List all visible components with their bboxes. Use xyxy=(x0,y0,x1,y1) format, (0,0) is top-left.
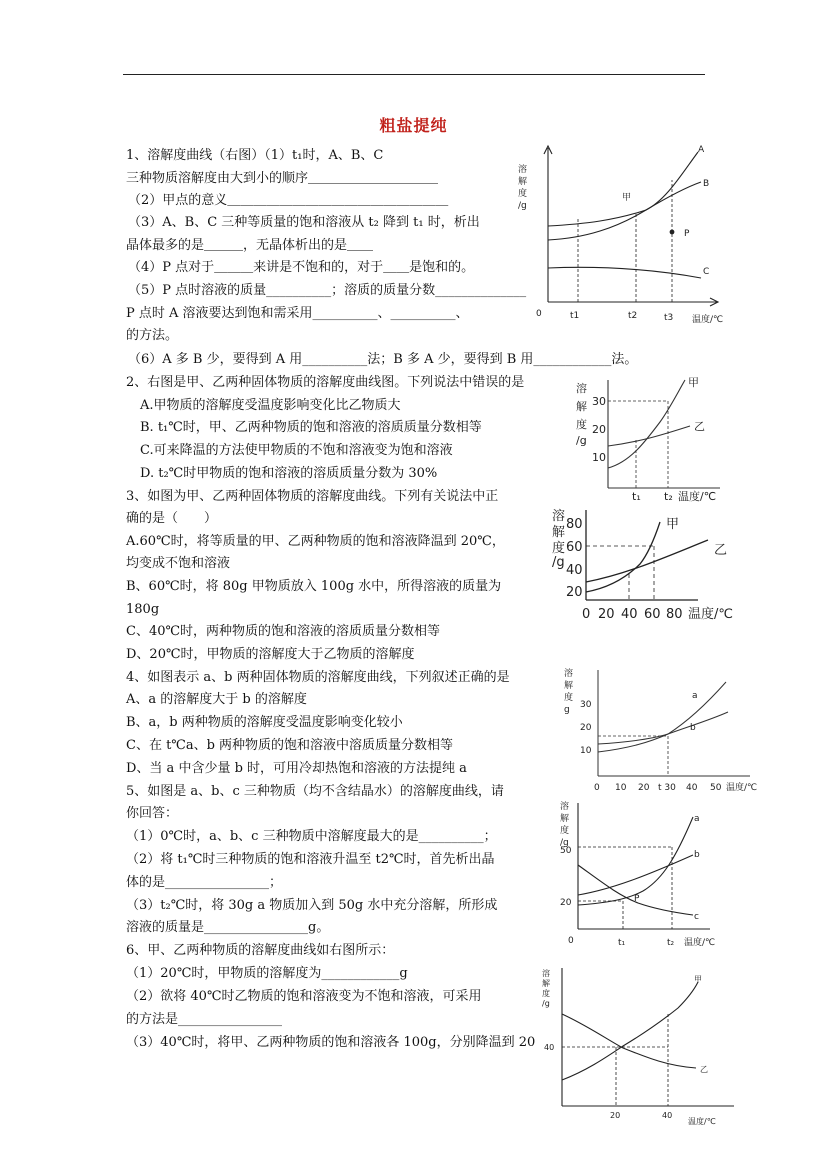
q3-option-d: D、20℃时，甲物质的溶解度大于乙物质的溶解度 xyxy=(126,647,415,662)
q1-line-9: 的方法。 xyxy=(126,328,179,343)
fig5-label-c: c xyxy=(694,912,699,922)
fig5-ylabel-3: 度 xyxy=(560,826,570,836)
q5-sub-1: （1）0℃时，a、b、c 三种物质中溶解度最大的是__________； xyxy=(126,829,497,844)
q2-option-d: D. t₂℃时甲物质的饱和溶液的溶质质量分数为 30% xyxy=(140,466,438,481)
q3-line-1: 3、如图为甲、乙两种固体物质的溶解度曲线。下列有关说法中正 xyxy=(126,489,499,504)
fig6-xtick-20: 20 xyxy=(610,1111,621,1120)
figure-4-solubility xyxy=(560,664,760,792)
q4-line-1: 4、如图表示 a、b 两种固体物质的溶解度曲线，下列叙述正确的是 xyxy=(126,670,510,685)
q4-option-c: C、在 t℃a、b 两种物质的饱和溶液中溶质质量分数相等 xyxy=(126,738,454,753)
fig3-curve-yi xyxy=(586,540,708,582)
fig5-ylabel-2: 解 xyxy=(560,814,570,824)
fig1-ylabel-4: /g xyxy=(518,201,527,211)
fig5-label-a: a xyxy=(694,814,700,824)
fig4-xtick-50: 50 xyxy=(710,783,722,793)
fig3-ylabel-1: 溶 xyxy=(552,509,566,524)
fig5-ytick-20: 20 xyxy=(560,898,572,908)
q4-option-a: A、a 的溶解度大于 b 的溶解度 xyxy=(126,692,307,707)
fig1-label-c: C xyxy=(703,267,710,277)
fig4-xtick-0: 0 xyxy=(594,783,600,793)
fig5-xtick-t1: t₁ xyxy=(618,938,626,948)
fig6-label-jia: 甲 xyxy=(694,975,702,984)
fig1-point-jia-label: 甲 xyxy=(622,193,632,203)
fig1-tick-t3: t3 xyxy=(664,313,674,323)
q2-line-1: 2、右图是甲、乙两种固体物质的溶解度曲线图。下列说法中错误的是 xyxy=(126,375,525,390)
fig2-curve-jia xyxy=(608,380,685,468)
fig3-label-jia: 甲 xyxy=(666,517,680,532)
fig2-label-yi: 乙 xyxy=(694,420,705,433)
fig4-xtick-40: 40 xyxy=(686,783,698,793)
fig3-curve-jia xyxy=(586,522,660,592)
q2-option-c: C.可来降温的方法使甲物质的不饱和溶液变为饱和溶液 xyxy=(140,443,453,458)
fig2-xlabel: 温度/℃ xyxy=(678,490,717,503)
q5-line-1: 5、如图是 a、b、c 三种物质（均不含结晶水）的溶解度曲线，请 xyxy=(126,784,504,799)
fig3-xtick-20: 20 xyxy=(598,607,615,622)
fig1-label-a: A xyxy=(698,145,705,155)
figure-5-solubility xyxy=(548,795,723,955)
fig5-xtick-0: 0 xyxy=(568,936,574,946)
q3-option-a-cont: 均变成不饱和溶液 xyxy=(126,556,231,571)
fig1-label-b: B xyxy=(703,179,710,189)
fig5-ylabel-1: 溶 xyxy=(560,802,570,812)
fig4-curve-a xyxy=(598,682,726,752)
q1-line-5: 晶体最多的是＿＿＿，无晶体析出的是＿＿ xyxy=(126,238,374,253)
fig5-xtick-t2: t₂ xyxy=(667,938,675,948)
fig6-curve-yi xyxy=(562,1014,696,1068)
fig3-xtick-60: 60 xyxy=(644,607,661,622)
fig2-xtick-t2: t₂ xyxy=(664,490,673,503)
header-rule xyxy=(123,74,705,75)
fig3-ylabel-2: 解 xyxy=(552,525,566,540)
fig6-ylabel-2: 解 xyxy=(542,979,550,988)
fig2-label-jia: 甲 xyxy=(688,376,699,389)
fig4-xtick-t30: t 30 xyxy=(658,783,676,793)
fig5-curve-b xyxy=(578,855,693,895)
fig4-xlabel: 温度/℃ xyxy=(726,783,758,793)
fig1-origin: 0 xyxy=(536,309,542,319)
fig4-label-a: a xyxy=(692,691,698,701)
fig5-ylabel-4: /g xyxy=(560,838,569,848)
q1-line-7: （5）P 点时溶液的质量__________；溶质的质量分数______________ xyxy=(128,283,527,298)
q3-option-c: C、40℃时，两种物质的饱和溶液的溶质质量分数相等 xyxy=(126,624,441,639)
fig2-ytick-30: 30 xyxy=(592,395,606,408)
q6-line-1: 6、甲、乙两种物质的溶解度曲线如右图所示： xyxy=(126,943,395,958)
page-title: 粗盐提纯 xyxy=(379,116,448,135)
fig2-ylabel-2: 解 xyxy=(576,400,587,413)
fig2-ytick-10: 10 xyxy=(592,451,606,464)
fig6-label-yi: 乙 xyxy=(700,1065,708,1074)
fig4-ylabel-1: 溶 xyxy=(564,669,574,679)
fig1-tick-t2: t2 xyxy=(628,311,638,321)
q1-line-3: （2）甲点的意义＿＿＿＿＿＿＿＿＿＿＿＿＿＿＿＿＿ xyxy=(128,193,449,208)
fig6-ylabel-3: 度 xyxy=(542,989,550,998)
q4-option-b: B、a，b 两种物质的溶解度受温度影响变化较小 xyxy=(126,715,403,730)
q5-sub-3: （3）t₂℃时，将 30g a 物质加入到 50g 水中充分溶解，所形成 xyxy=(126,898,498,913)
fig4-ytick-10: 10 xyxy=(580,746,592,756)
q1-line-1: 1、溶解度曲线（右图）（1）t₁时，A、B、C xyxy=(126,148,384,163)
figure-1-solubility-abc xyxy=(506,140,736,330)
q1-line-6: （4）P 点对于＿＿＿来讲是不饱和的，对于＿＿是饱和的。 xyxy=(128,260,475,275)
fig3-label-yi: 乙 xyxy=(714,543,728,558)
fig3-ylabel-4: /g xyxy=(552,555,565,570)
fig4-ytick-30: 30 xyxy=(580,700,592,710)
fig3-ylabel-3: 度 xyxy=(552,541,566,556)
figure-6-solubility xyxy=(538,960,748,1128)
fig6-ylabel-1: 溶 xyxy=(542,969,550,978)
q6-sub-3: （3）40℃时，将甲、乙两种物质的饱和溶液各 100g，分别降温到 20 xyxy=(126,1035,536,1050)
fig3-xtick-40: 40 xyxy=(621,607,638,622)
fig1-ylabel-1: 溶 xyxy=(518,165,528,175)
fig4-ylabel-2: 解 xyxy=(564,681,574,691)
fig3-ytick-20: 20 xyxy=(566,585,583,600)
q3-option-b: B、60℃时，将 80g 甲物质放入 100g 水中，所得溶液的质量为 xyxy=(126,579,502,594)
q6-sub-1: （1）20℃时，甲物质的溶解度为____________g xyxy=(126,966,408,981)
q2-option-a: A.甲物质的溶解度受温度影响变化比乙物质大 xyxy=(140,398,401,413)
fig3-xlabel: 温度/℃ xyxy=(688,607,733,622)
fig5-ytick-50: 50 xyxy=(560,846,572,856)
fig6-ytick-40: 40 xyxy=(544,1043,555,1052)
fig1-curve-b xyxy=(548,182,701,240)
figure-3-solubility xyxy=(548,506,763,628)
fig6-ylabel-4: /g xyxy=(542,999,550,1008)
q1-line-8: P 点时 A 溶液要达到饱和需采用__________、__________、 xyxy=(126,306,469,321)
q5-line-2: 你回答： xyxy=(126,806,179,821)
q1-line-2: 三种物质溶解度由大到小的顺序＿＿＿＿＿＿＿＿＿＿ xyxy=(126,171,439,186)
fig5-curve-c xyxy=(578,865,693,915)
q6-sub-2-cont: 的方法是________________ xyxy=(126,1012,283,1027)
fig3-ytick-60: 60 xyxy=(566,540,583,555)
fig3-xtick-0: 0 xyxy=(582,607,591,622)
fig2-ylabel-3: 度 xyxy=(576,418,587,431)
q3-option-b-cont: 180g xyxy=(126,602,160,617)
fig1-curve-a xyxy=(548,152,698,226)
fig2-ylabel-1: 溶 xyxy=(576,382,587,395)
fig3-xtick-80: 80 xyxy=(666,607,683,622)
fig4-label-b: b xyxy=(690,723,696,733)
fig4-ytick-20: 20 xyxy=(580,723,592,733)
fig3-ytick-80: 80 xyxy=(566,517,583,532)
fig4-ylabel-4: g xyxy=(564,705,570,715)
fig4-xtick-20: 20 xyxy=(638,783,650,793)
fig3-ytick-40: 40 xyxy=(566,563,583,578)
fig1-point-p xyxy=(670,230,675,235)
q3-option-a: A.60℃时，将等质量的甲、乙两种物质的饱和溶液降温到 20℃， xyxy=(126,534,505,549)
q5-sub-3-cont: 溶液的质量是________________g。 xyxy=(126,920,330,935)
q4-option-d: D、当 a 中含少量 b 时，可用冷却热饱和溶液的方法提纯 a xyxy=(126,761,467,776)
fig2-ylabel-4: /g xyxy=(576,434,587,447)
fig1-tick-t1: t1 xyxy=(570,311,580,321)
figure-2-solubility xyxy=(570,372,730,502)
q5-sub-2-cont: 体的是________________； xyxy=(126,875,283,890)
fig6-xtick-40: 40 xyxy=(662,1111,673,1120)
fig5-point-p: P xyxy=(634,894,640,904)
q5-sub-2: （2）将 t₁℃时三种物质的饱和溶液升温至 t2℃时，首先析出晶 xyxy=(126,852,495,867)
fig4-curve-b xyxy=(598,712,728,744)
fig4-xtick-10: 10 xyxy=(615,783,627,793)
fig2-xtick-t1: t₁ xyxy=(632,490,641,503)
q6-sub-2: （2）欲将 40℃时乙物质的饱和溶液变为不饱和溶液，可采用 xyxy=(126,989,482,1004)
fig5-label-b: b xyxy=(694,850,700,860)
fig6-xlabel: 温度/℃ xyxy=(688,1117,716,1126)
q3-line-2: 确的是（ ） xyxy=(126,511,218,526)
fig2-ytick-20: 20 xyxy=(592,423,606,436)
fig1-ylabel-3: 度 xyxy=(518,189,528,199)
q1-line-10: （6）A 多 B 少，要得到 A 用__________法；B 多 A 少，要得到 B 用____________法。 xyxy=(128,352,638,367)
fig5-xlabel: 温度/℃ xyxy=(684,938,716,948)
fig1-ylabel-2: 解 xyxy=(518,177,528,187)
fig1-point-p-label: P xyxy=(684,229,690,239)
fig1-curve-c xyxy=(548,267,701,278)
fig1-xlabel: 温度/℃ xyxy=(692,315,724,325)
q1-line-4: （3）A、B、C 三种等质量的饱和溶液从 t₂ 降到 t₁ 时，析出 xyxy=(128,215,480,230)
q2-option-b: B. t₁℃时，甲、乙两种物质的饱和溶液的溶质质量分数相等 xyxy=(140,420,482,435)
fig4-ylabel-3: 度 xyxy=(564,693,574,703)
